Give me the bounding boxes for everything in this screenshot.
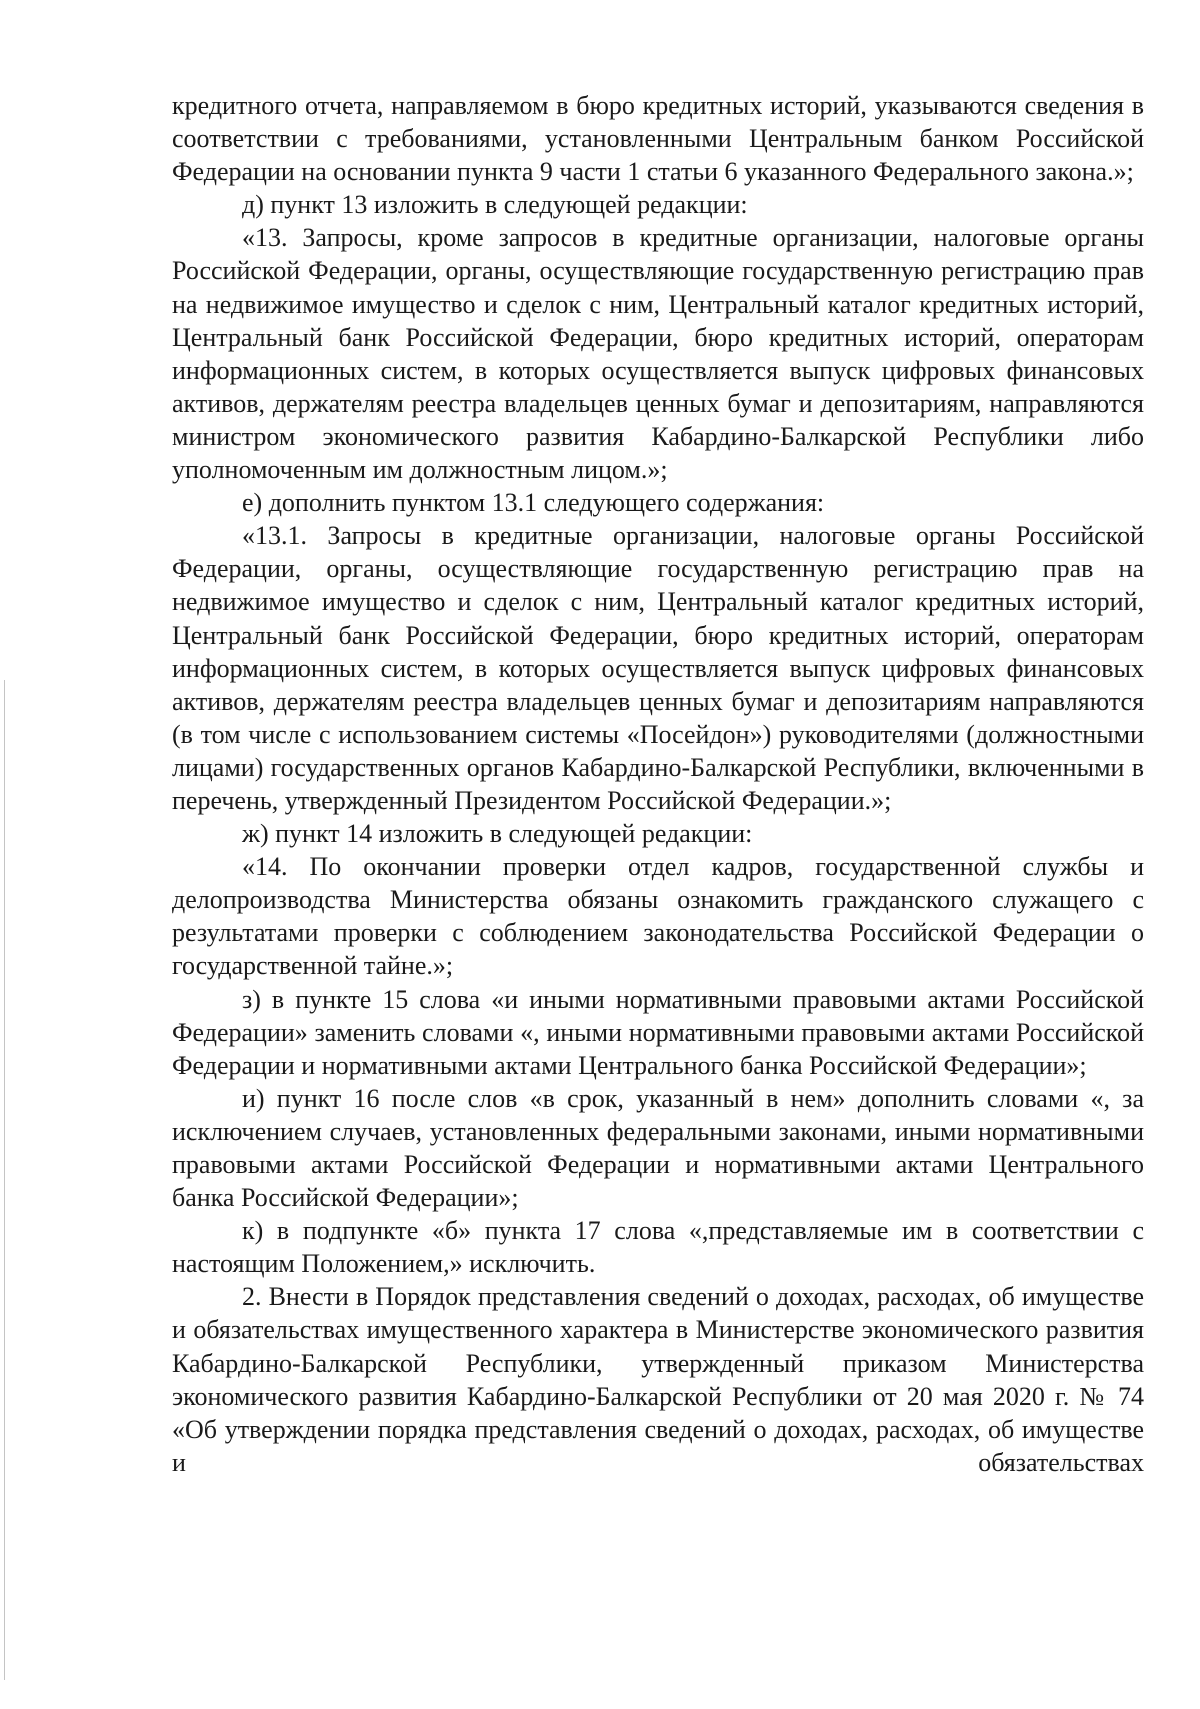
paragraph-clause-13: «13. Запросы, кроме запросов в кредитные организации, налоговые органы Российской Федерации, органы, осуществляющие государственную регистрацию прав на недвижимое имущество и сделок с ним, Центральный каталог кредитных историй, Центральный банк Российской Федерации, бюро кредитных историй, операторам информационных систем, в которых осуществляется выпуск цифровых финансовых активов, держателям реестра владельцев ценных бумаг и депозитариям, направляются министром экономического развития Кабардино-Балкарской Республики либо уполномоченным им должностным лицом.»;	[172, 223, 1144, 485]
paragraph-clause-13-1: «13.1. Запросы в кредитные организации, налоговые органы Российской Федерации, органы, осуществляющие государственную регистрацию прав на недвижимое имущество и сделок с ним, Центральный каталог кредитных историй, Центральный банк Российской Федерации, бюро кредитных историй, операторам информационных систем, в которых осуществляется выпуск цифровых финансовых активов, держателям реестра владельцев ценных бумаг и депозитариям направляются (в том числе с использованием системы «Посейдон») руководителями (должностными лицами) государственных органов Кабардино-Балкарской Республики, включенными в перечень, утвержденный Президентом Российской Федерации.»;	[172, 521, 1144, 815]
paragraph-item-k: к) в подпункте «б» пункта 17 слова «,представляемые им в соответствии с настоящим Положением,» исключить.	[172, 1216, 1144, 1279]
scan-edge-line	[4, 680, 5, 1680]
paragraph-item-z: з) в пункте 15 слова «и иными нормативными правовыми актами Российской Федерации» заменить словами «, иными нормативными правовыми актами Российской Федерации и нормативными актами Центрального банка Российской Федерации»;	[172, 984, 1144, 1080]
paragraph-item-i: и) пункт 16 после слов «в срок, указанный в нем» дополнить словами «, за исключением случаев, установленных федеральными законами, иными нормативными правовыми актами Российской Федерации и нормативными актами Центрального банка Российской Федерации»;	[172, 1083, 1144, 1213]
paragraph-credit-report: кредитного отчета, направляемом в бюро кредитных историй, указываются сведения в соответствии с требованиями, установленными Центральным банком Российской Федерации на основании пункта 9 части 1 статьи 6 указанного Федерального закона.»;	[172, 91, 1144, 187]
paragraph-item-e: е) дополнить пунктом 13.1 следующего содержания:	[242, 488, 825, 518]
paragraph-section-2: 2. Внести в Порядок представления сведений о доходах, расходах, об имуществе и обязательствах имущественного характера в Министерстве экономического развития Кабардино-Балкарской Республики, утвержденный приказом Министерства экономического развития Кабардино-Балкарской Республики от 20 мая 2020 г. № 74 «Об утверждении порядка представления сведений о доходах, расходах, об имуществе и обязательствах	[172, 1282, 1144, 1477]
paragraph-clause-14: «14. По окончании проверки отдел кадров, государственной службы и делопроизводства Министерства обязаны ознакомить гражданского служащего с результатами проверки с соблюдением законодательства Российской Федерации о государственной тайне.»;	[172, 852, 1144, 981]
document-body	[172, 89, 1144, 1479]
paragraph-item-d: д) пункт 13 изложить в следующей редакции:	[242, 190, 748, 220]
paragraph-item-zh: ж) пункт 14 изложить в следующей редакции:	[242, 819, 753, 849]
